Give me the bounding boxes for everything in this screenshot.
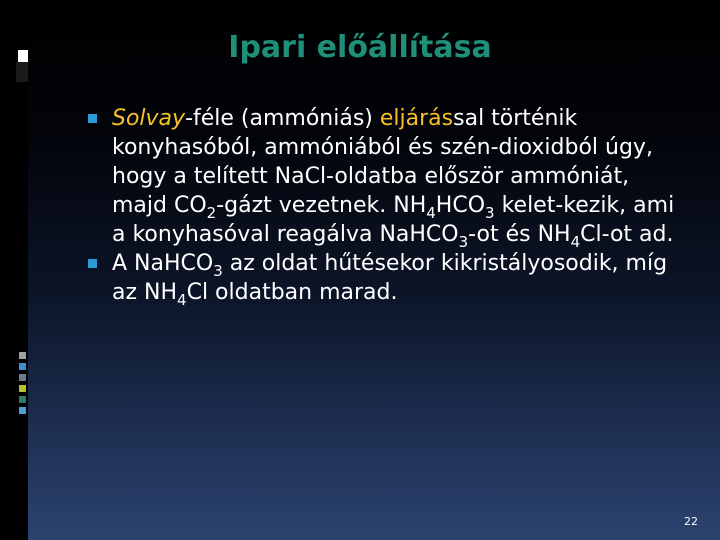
text-run: kelet-kezik, ami a konyhasóval reagálva NaHCO — [112, 193, 675, 247]
bullet-paragraph-2 — [88, 249, 688, 307]
subscript: 4 — [426, 204, 436, 222]
subscript: 4 — [177, 291, 187, 309]
subscript: 3 — [213, 262, 223, 280]
slide-content — [88, 104, 688, 307]
text-run: A NaHCO — [112, 251, 214, 276]
text-run: -ot és NH — [468, 222, 571, 247]
text-run: -féle (ammóniás) — [185, 106, 380, 131]
page-number: 22 — [684, 515, 698, 528]
subscript: 3 — [485, 204, 495, 222]
square-bullet-icon — [88, 259, 97, 268]
decor-square-4 — [19, 385, 26, 392]
subscript: 2 — [206, 204, 217, 222]
subscript: 4 — [570, 233, 581, 251]
square-bullet-icon — [88, 114, 97, 123]
subscript: 3 — [458, 233, 469, 251]
text-run: Cl-ot ad. — [580, 222, 674, 247]
text-run: -gázt vezetnek. NH — [216, 193, 427, 218]
decor-square-large-2 — [16, 62, 28, 82]
solvay-name: Solvay — [112, 106, 186, 131]
decor-square-6 — [19, 407, 26, 414]
bullet-paragraph-1 — [88, 104, 688, 249]
text-run: sal történik konyhasóból, ammóniából és szén-dioxidból úgy, hogy a telített NaCl-oldatba először ammóniát, majd CO — [112, 106, 653, 218]
decor-square-5 — [19, 396, 26, 403]
decor-square-1 — [19, 352, 26, 359]
eljaras-term: eljárás — [379, 106, 454, 131]
text-run: HCO — [435, 193, 486, 218]
text-run: Cl oldatban marad. — [186, 280, 398, 305]
decor-square-2 — [19, 363, 26, 370]
slide-title: Ipari előállítása — [228, 30, 492, 65]
decor-square-3 — [19, 374, 26, 381]
text-run: az oldat hűtésekor kikristályosodik, míg az NH — [112, 251, 668, 305]
